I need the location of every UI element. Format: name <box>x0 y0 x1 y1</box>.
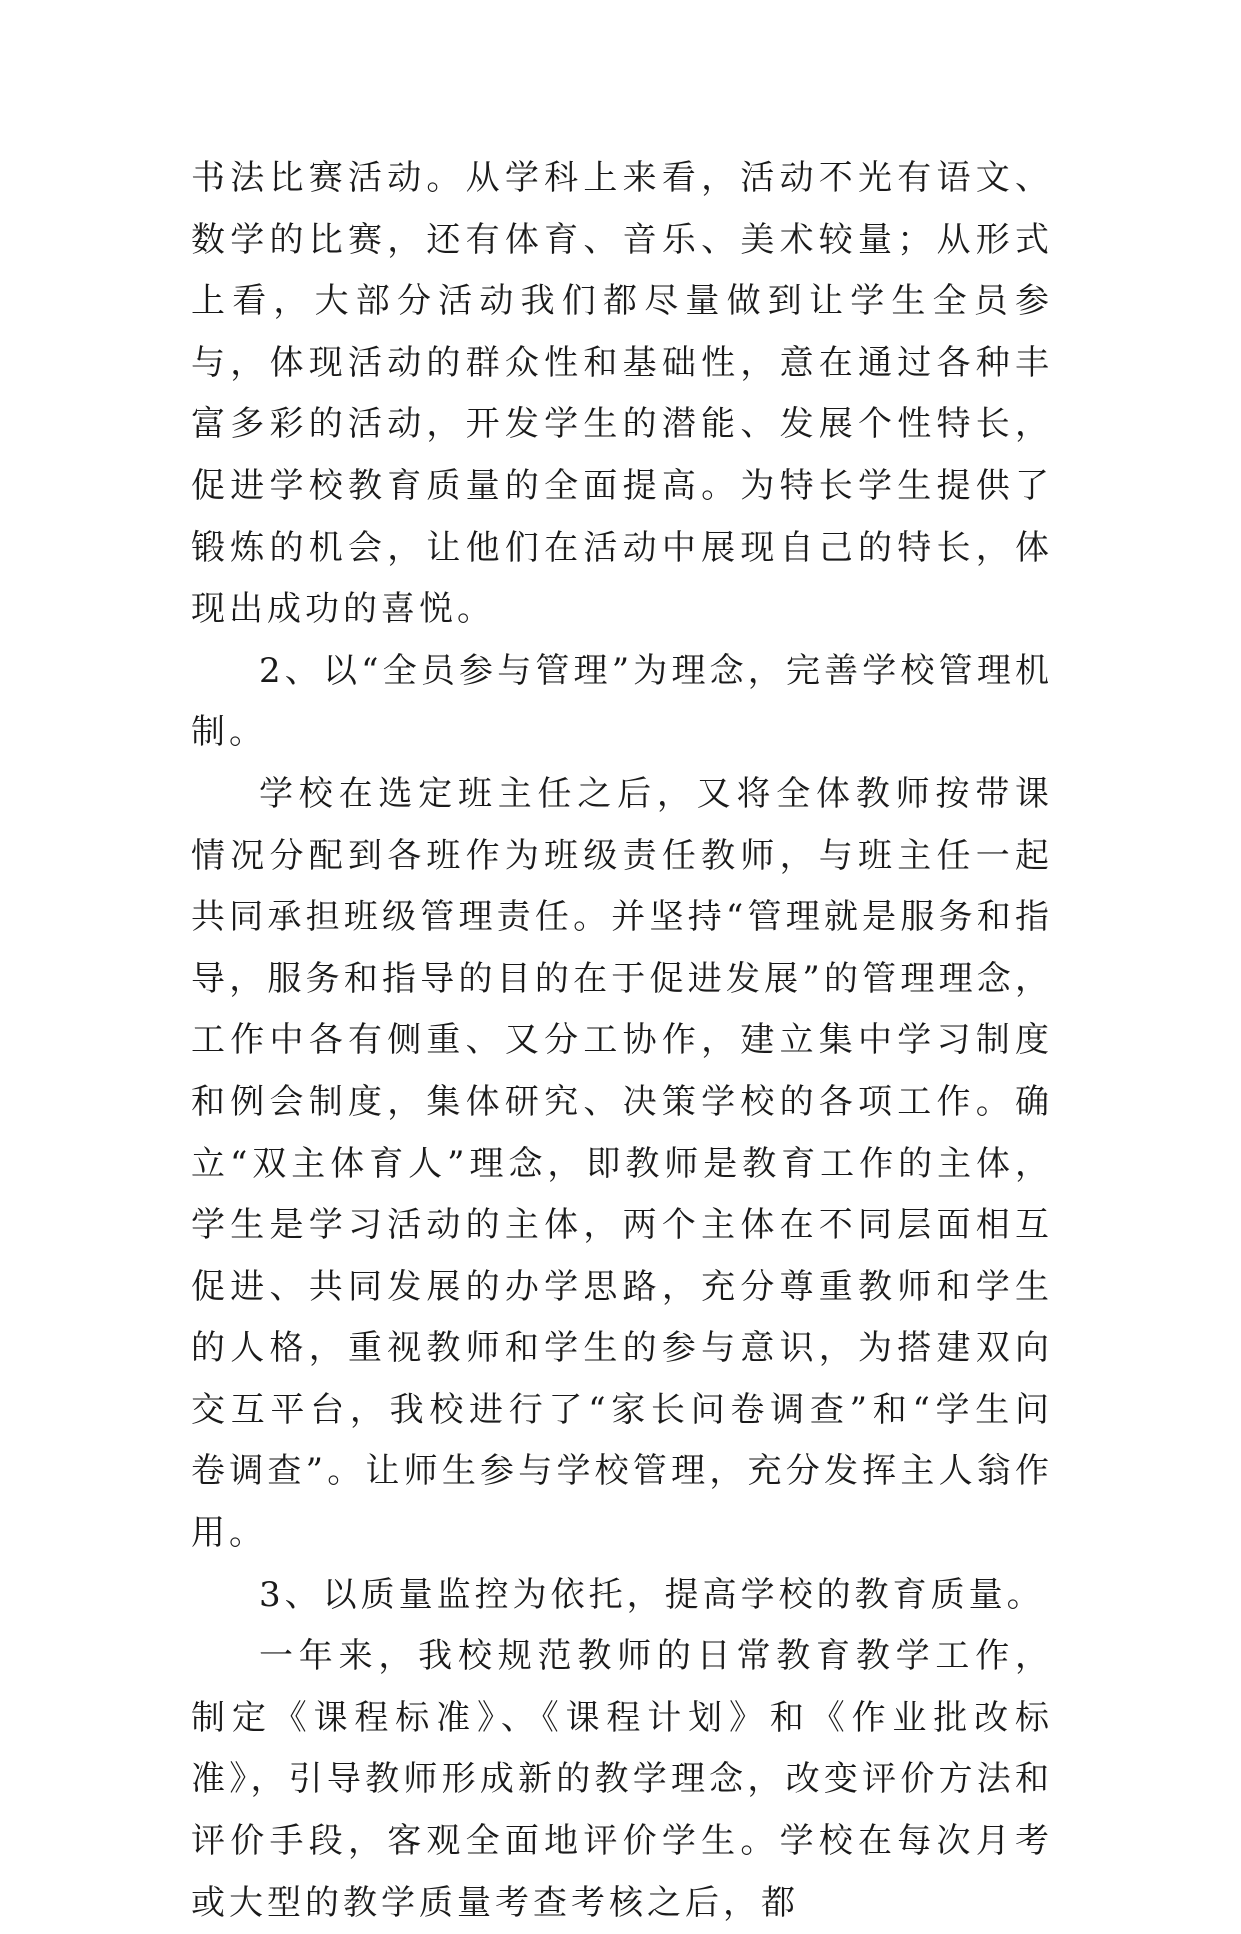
paragraph-quality: 一年来，我校规范教师的日常教育教学工作，制定《课程标准》、《课程计划》和《作业批改标准》，引导教师形成新的教学理念，改变评价方法和评价手段，客观全面地评价学生。学校在每次月考或大型的教学质量考查考核之后，都 <box>191 1636 1053 1923</box>
paragraph-activities: 书法比赛活动。从学科上来看，活动不光有语文、数学的比赛，还有体育、音乐、美术较量；从形式上看，大部分活动我们都尽量做到让学生全员参与，体现活动的群众性和基础性，意在通过各种丰富多彩的活动，开发学生的潜能、发展个性特长，促进学校教育质量的全面提高。为特长学生提供了锻炼的机会，让他们在活动中展现自己的特长，体现出成功的喜悦。 <box>191 158 1053 630</box>
heading-quality-monitoring: 3、以质量监控为依托，提高学校的教育质量。 <box>259 1574 1045 1615</box>
document-body <box>191 148 1053 1934</box>
paragraph-management: 学校在选定班主任之后，又将全体教师按带课情况分配到各班作为班级责任教师，与班主任一起共同承担班级管理责任。并坚持“管理就是服务和指导，服务和指导的目的在于促进发展”的管理理念，工作中各有侧重、又分工协作，建立集中学习制度和例会制度，集体研究、决策学校的各项工作。确立“双主体育人”理念，即教师是教育工作的主体，学生是学习活动的主体，两个主体在不同层面相互促进、共同发展的办学思路，充分尊重教师和学生的人格，重视教师和学生的参与意识，为搭建双向交互平台，我校进行了“家长问卷调查”和“学生问卷调查”。让师生参与学校管理，充分发挥主人翁作用。 <box>191 773 1053 1554</box>
heading-management-philosophy: 2、以“全员参与管理”为理念，完善学校管理机制。 <box>191 650 1053 753</box>
